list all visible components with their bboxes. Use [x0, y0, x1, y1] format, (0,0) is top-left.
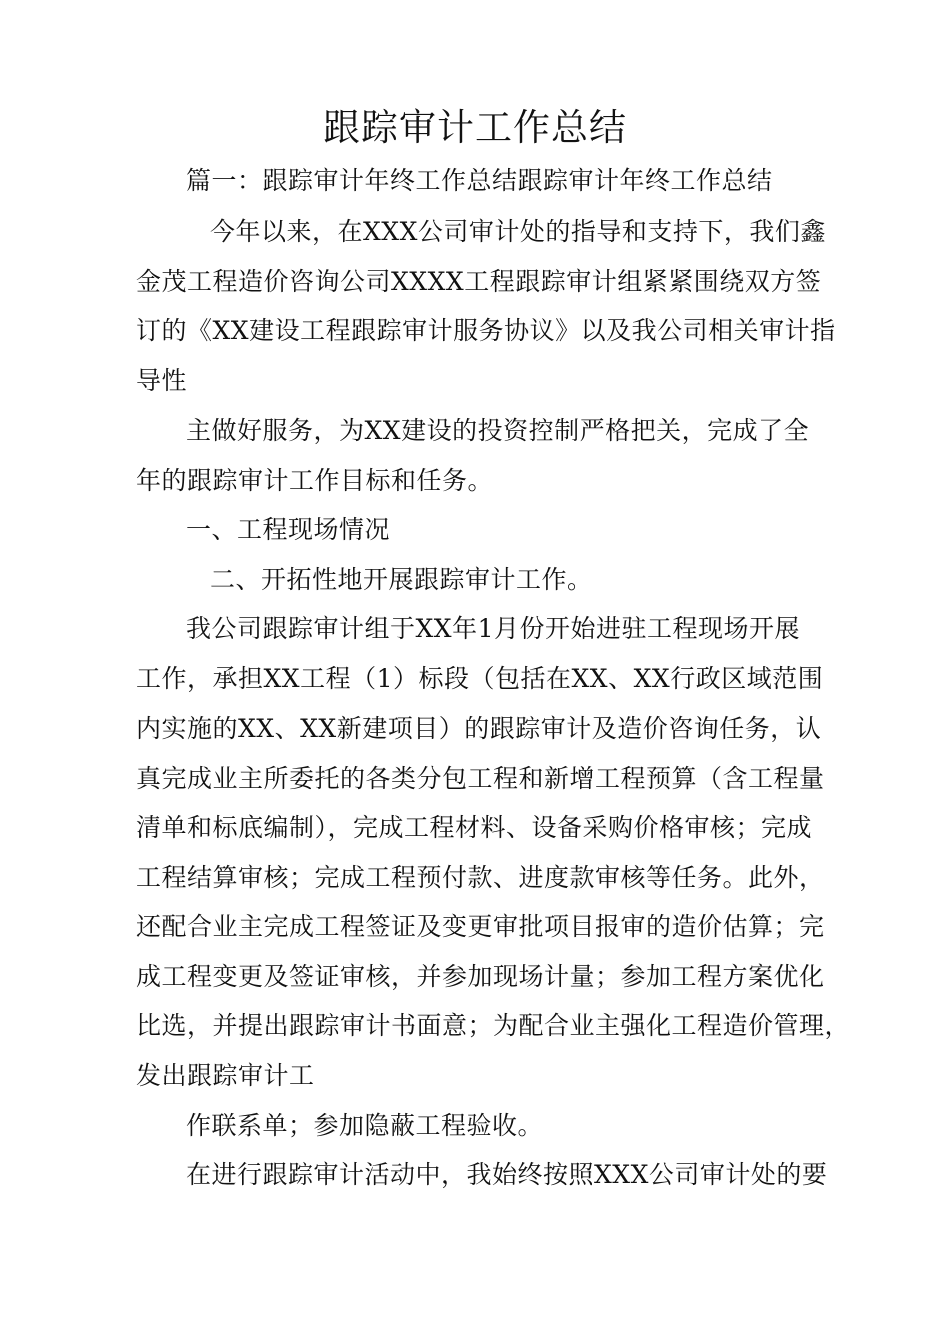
- text-line: 发出跟踪审计工: [136, 1061, 315, 1090]
- text-line: 作联系单；参加隐蔽工程验收。: [186, 1111, 544, 1140]
- text-line: 比选，并提出跟踪审计书面意；为配合业主强化工程造价管理，: [136, 1011, 851, 1040]
- text-line: 我公司跟踪审计组于XX年1月份开始进驻工程现场开展: [186, 614, 801, 643]
- text-line: 工程结算审核；完成工程预付款、进度款审核等任务。此外，: [136, 863, 825, 892]
- text-line: 二、开拓性地开展跟踪审计工作。: [210, 565, 593, 594]
- text-line: 篇一：跟踪审计年终工作总结跟踪审计年终工作总结: [186, 166, 773, 195]
- document-title: 跟踪审计工作总结: [323, 106, 627, 149]
- text-line: 在进行跟踪审计活动中，我始终按照XXX公司审计处的要: [186, 1160, 828, 1189]
- text-line: 主做好服务，为XX建设的投资控制严格把关，完成了全: [186, 416, 810, 445]
- text-line: 导性: [136, 366, 188, 395]
- text-line: 金茂工程造价咨询公司XXXX工程跟踪审计组紧紧围绕双方签: [136, 267, 822, 296]
- text-line: 成工程变更及签证审核，并参加现场计量；参加工程方案优化: [136, 962, 825, 991]
- text-line: 今年以来，在XXX公司审计处的指导和支持下，我们鑫: [210, 217, 826, 246]
- text-line: 年的跟踪审计工作目标和任务。: [136, 466, 494, 495]
- text-line: 订的《XX建设工程跟踪审计服务协议》以及我公司相关审计指: [136, 316, 836, 345]
- text-line: 一、工程现场情况: [186, 515, 391, 544]
- text-line: 清单和标底编制），完成工程材料、设备采购价格审核；完成: [136, 813, 813, 842]
- text-line: 内实施的XX、XX新建项目）的跟踪审计及造价咨询任务，认: [136, 714, 822, 743]
- text-line: 真完成业主所委托的各类分包工程和新增工程预算（含工程量: [136, 764, 825, 793]
- text-line: 还配合业主完成工程签证及变更审批项目报审的造价估算；完: [136, 912, 825, 941]
- text-line: 工作，承担XX工程（1）标段（包括在XX、XX行政区域范围: [136, 664, 824, 693]
